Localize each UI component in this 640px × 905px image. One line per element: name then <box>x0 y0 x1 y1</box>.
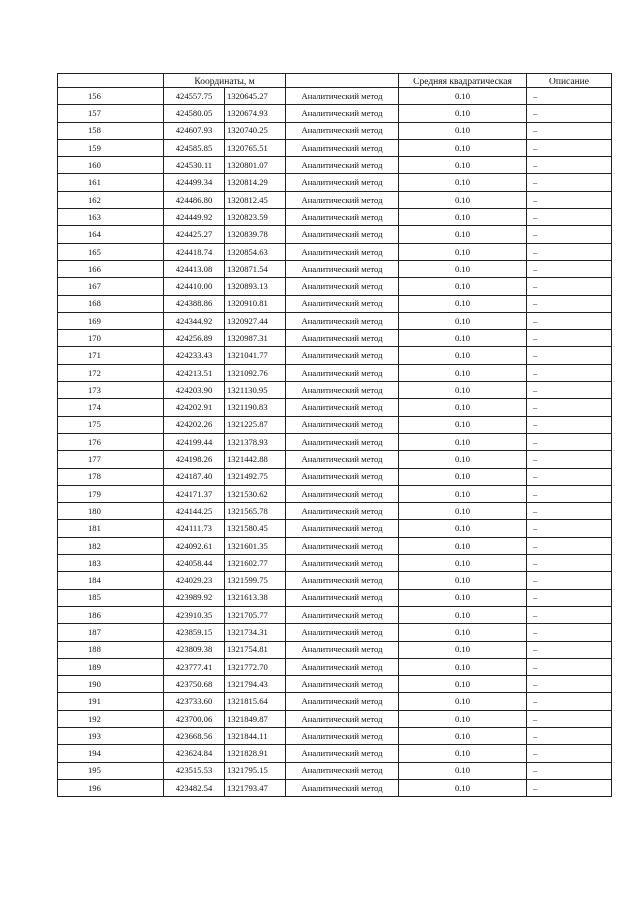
coord-y-cell: 1321225.87 <box>225 416 286 433</box>
mean-error-cell: 0.10 <box>399 312 527 329</box>
coord-x-cell: 423859.15 <box>164 624 225 641</box>
method-cell: Аналитический метод <box>286 157 399 174</box>
description-cell: – <box>527 693 612 710</box>
table-row <box>58 745 612 762</box>
coord-x-cell: 424388.86 <box>164 295 225 312</box>
description-cell: – <box>527 139 612 156</box>
coord-y-cell: 1321772.70 <box>225 658 286 675</box>
point-number-cell: 171 <box>58 347 164 364</box>
description-cell: – <box>527 485 612 502</box>
mean-error-cell: 0.10 <box>399 243 527 260</box>
coord-y-cell: 1320854.63 <box>225 243 286 260</box>
coordinates-table-body <box>58 74 612 797</box>
coord-x-cell: 424499.34 <box>164 174 225 191</box>
table-row <box>58 693 612 710</box>
coord-x-cell: 423668.56 <box>164 727 225 744</box>
mean-error-cell: 0.10 <box>399 503 527 520</box>
coord-x-cell: 423989.92 <box>164 589 225 606</box>
description-cell: – <box>527 537 612 554</box>
point-number-cell: 159 <box>58 139 164 156</box>
description-cell: – <box>527 209 612 226</box>
point-number-cell: 156 <box>58 88 164 105</box>
method-cell: Аналитический метод <box>286 347 399 364</box>
point-number-cell: 185 <box>58 589 164 606</box>
mean-error-cell: 0.10 <box>399 779 527 796</box>
mean-error-cell: 0.10 <box>399 330 527 347</box>
table-row <box>58 555 612 572</box>
header-number-cell <box>58 74 164 88</box>
coord-x-cell: 424144.25 <box>164 503 225 520</box>
coord-x-cell: 423777.41 <box>164 658 225 675</box>
header-method-cell <box>286 74 399 88</box>
method-cell: Аналитический метод <box>286 641 399 658</box>
coord-x-cell: 424199.44 <box>164 433 225 450</box>
mean-error-cell: 0.10 <box>399 139 527 156</box>
mean-error-cell: 0.10 <box>399 399 527 416</box>
description-cell: – <box>527 416 612 433</box>
method-cell: Аналитический метод <box>286 312 399 329</box>
mean-error-cell: 0.10 <box>399 572 527 589</box>
description-cell: – <box>527 226 612 243</box>
table-row <box>58 330 612 347</box>
coord-y-cell: 1320765.51 <box>225 139 286 156</box>
description-cell: – <box>527 157 612 174</box>
point-number-cell: 187 <box>58 624 164 641</box>
table-row <box>58 174 612 191</box>
table-row <box>58 589 612 606</box>
coord-y-cell: 1320645.27 <box>225 88 286 105</box>
description-cell: – <box>527 727 612 744</box>
table-row <box>58 451 612 468</box>
description-cell: – <box>527 555 612 572</box>
description-cell: – <box>527 399 612 416</box>
table-row <box>58 641 612 658</box>
point-number-cell: 162 <box>58 191 164 208</box>
mean-error-cell: 0.10 <box>399 416 527 433</box>
mean-error-cell: 0.10 <box>399 347 527 364</box>
description-cell: – <box>527 312 612 329</box>
coord-x-cell: 424202.26 <box>164 416 225 433</box>
table-row <box>58 676 612 693</box>
table-header-row <box>58 74 612 88</box>
description-cell: – <box>527 243 612 260</box>
coord-y-cell: 1320740.25 <box>225 122 286 139</box>
method-cell: Аналитический метод <box>286 105 399 122</box>
method-cell: Аналитический метод <box>286 537 399 554</box>
mean-error-cell: 0.10 <box>399 157 527 174</box>
mean-error-cell: 0.10 <box>399 209 527 226</box>
method-cell: Аналитический метод <box>286 762 399 779</box>
mean-error-cell: 0.10 <box>399 555 527 572</box>
method-cell: Аналитический метод <box>286 606 399 623</box>
table-row <box>58 88 612 105</box>
table-row <box>58 416 612 433</box>
coord-y-cell: 1320839.78 <box>225 226 286 243</box>
coord-y-cell: 1321602.77 <box>225 555 286 572</box>
method-cell: Аналитический метод <box>286 139 399 156</box>
point-number-cell: 184 <box>58 572 164 589</box>
coord-y-cell: 1321795.15 <box>225 762 286 779</box>
point-number-cell: 182 <box>58 537 164 554</box>
description-cell: – <box>527 520 612 537</box>
mean-error-cell: 0.10 <box>399 658 527 675</box>
description-cell: – <box>527 451 612 468</box>
coord-x-cell: 424413.08 <box>164 260 225 277</box>
mean-error-cell: 0.10 <box>399 606 527 623</box>
table-row <box>58 278 612 295</box>
description-cell: – <box>527 347 612 364</box>
mean-error-cell: 0.10 <box>399 468 527 485</box>
description-cell: – <box>527 174 612 191</box>
method-cell: Аналитический метод <box>286 243 399 260</box>
description-cell: – <box>527 503 612 520</box>
header-description-label: Описание <box>549 78 589 87</box>
table-row <box>58 243 612 260</box>
description-cell: – <box>527 468 612 485</box>
coord-x-cell: 423910.35 <box>164 606 225 623</box>
description-cell: – <box>527 88 612 105</box>
coord-y-cell: 1321378.93 <box>225 433 286 450</box>
description-cell: – <box>527 710 612 727</box>
point-number-cell: 174 <box>58 399 164 416</box>
table-row <box>58 520 612 537</box>
coord-y-cell: 1321794.43 <box>225 676 286 693</box>
point-number-cell: 179 <box>58 485 164 502</box>
table-row <box>58 779 612 796</box>
method-cell: Аналитический метод <box>286 295 399 312</box>
coord-x-cell: 424425.27 <box>164 226 225 243</box>
coord-x-cell: 424344.92 <box>164 312 225 329</box>
table-row <box>58 433 612 450</box>
coord-y-cell: 1321815.64 <box>225 693 286 710</box>
table-row <box>58 468 612 485</box>
table-row <box>58 382 612 399</box>
method-cell: Аналитический метод <box>286 624 399 641</box>
mean-error-cell: 0.10 <box>399 191 527 208</box>
method-cell: Аналитический метод <box>286 710 399 727</box>
coord-x-cell: 424111.73 <box>164 520 225 537</box>
mean-error-cell: 0.10 <box>399 520 527 537</box>
method-cell: Аналитический метод <box>286 451 399 468</box>
table-row <box>58 191 612 208</box>
coord-x-cell: 424233.43 <box>164 347 225 364</box>
mean-error-cell: 0.10 <box>399 762 527 779</box>
table-row <box>58 710 612 727</box>
method-cell: Аналитический метод <box>286 779 399 796</box>
coord-y-cell: 1320893.13 <box>225 278 286 295</box>
method-cell: Аналитический метод <box>286 416 399 433</box>
coord-x-cell: 424029.23 <box>164 572 225 589</box>
description-cell: – <box>527 641 612 658</box>
point-number-cell: 194 <box>58 745 164 762</box>
coord-y-cell: 1321130.95 <box>225 382 286 399</box>
coord-x-cell: 424410.00 <box>164 278 225 295</box>
coord-y-cell: 1321565.78 <box>225 503 286 520</box>
coord-y-cell: 1321092.76 <box>225 364 286 381</box>
mean-error-cell: 0.10 <box>399 451 527 468</box>
method-cell: Аналитический метод <box>286 468 399 485</box>
mean-error-cell: 0.10 <box>399 105 527 122</box>
point-number-cell: 164 <box>58 226 164 243</box>
coord-y-cell: 1321705.77 <box>225 606 286 623</box>
coord-x-cell: 423624.84 <box>164 745 225 762</box>
header-error-cell <box>399 74 527 88</box>
point-number-cell: 170 <box>58 330 164 347</box>
description-cell: – <box>527 589 612 606</box>
table-row <box>58 762 612 779</box>
table-row <box>58 260 612 277</box>
coord-x-cell: 424198.26 <box>164 451 225 468</box>
table-row <box>58 624 612 641</box>
method-cell: Аналитический метод <box>286 88 399 105</box>
point-number-cell: 163 <box>58 209 164 226</box>
mean-error-cell: 0.10 <box>399 433 527 450</box>
coord-y-cell: 1320823.59 <box>225 209 286 226</box>
mean-error-cell: 0.10 <box>399 364 527 381</box>
coord-y-cell: 1321442.88 <box>225 451 286 468</box>
mean-error-cell: 0.10 <box>399 745 527 762</box>
point-number-cell: 193 <box>58 727 164 744</box>
coord-x-cell: 424213.51 <box>164 364 225 381</box>
coord-x-cell: 424449.92 <box>164 209 225 226</box>
coord-x-cell: 423515.53 <box>164 762 225 779</box>
method-cell: Аналитический метод <box>286 433 399 450</box>
table-row <box>58 157 612 174</box>
coord-x-cell: 424418.74 <box>164 243 225 260</box>
table-row <box>58 572 612 589</box>
method-cell: Аналитический метод <box>286 174 399 191</box>
description-cell: – <box>527 572 612 589</box>
description-cell: – <box>527 779 612 796</box>
coord-y-cell: 1320674.93 <box>225 105 286 122</box>
point-number-cell: 196 <box>58 779 164 796</box>
coord-y-cell: 1321849.87 <box>225 710 286 727</box>
mean-error-cell: 0.10 <box>399 537 527 554</box>
table-row <box>58 503 612 520</box>
coord-y-cell: 1320910.81 <box>225 295 286 312</box>
mean-error-cell: 0.10 <box>399 589 527 606</box>
coord-y-cell: 1321754.81 <box>225 641 286 658</box>
method-cell: Аналитический метод <box>286 260 399 277</box>
coord-x-cell: 424607.93 <box>164 122 225 139</box>
point-number-cell: 157 <box>58 105 164 122</box>
point-number-cell: 161 <box>58 174 164 191</box>
method-cell: Аналитический метод <box>286 364 399 381</box>
description-cell: – <box>527 260 612 277</box>
table-row <box>58 364 612 381</box>
coord-y-cell: 1321734.31 <box>225 624 286 641</box>
method-cell: Аналитический метод <box>286 191 399 208</box>
method-cell: Аналитический метод <box>286 658 399 675</box>
description-cell: – <box>527 745 612 762</box>
table-row <box>58 537 612 554</box>
point-number-cell: 160 <box>58 157 164 174</box>
point-number-cell: 166 <box>58 260 164 277</box>
coord-y-cell: 1321601.35 <box>225 537 286 554</box>
coord-x-cell: 424580.05 <box>164 105 225 122</box>
point-number-cell: 175 <box>58 416 164 433</box>
method-cell: Аналитический метод <box>286 693 399 710</box>
point-number-cell: 173 <box>58 382 164 399</box>
point-number-cell: 191 <box>58 693 164 710</box>
coord-y-cell: 1321599.75 <box>225 572 286 589</box>
method-cell: Аналитический метод <box>286 572 399 589</box>
coord-y-cell: 1321844.11 <box>225 727 286 744</box>
coord-x-cell: 423733.60 <box>164 693 225 710</box>
point-number-cell: 183 <box>58 555 164 572</box>
table-row <box>58 139 612 156</box>
table-row <box>58 105 612 122</box>
coord-y-cell: 1321041.77 <box>225 347 286 364</box>
description-cell: – <box>527 382 612 399</box>
coord-x-cell: 423809.38 <box>164 641 225 658</box>
header-description-cell <box>527 74 612 88</box>
point-number-cell: 192 <box>58 710 164 727</box>
point-number-cell: 167 <box>58 278 164 295</box>
method-cell: Аналитический метод <box>286 278 399 295</box>
mean-error-cell: 0.10 <box>399 641 527 658</box>
description-cell: – <box>527 191 612 208</box>
coord-x-cell: 424530.11 <box>164 157 225 174</box>
method-cell: Аналитический метод <box>286 330 399 347</box>
coord-y-cell: 1321492.75 <box>225 468 286 485</box>
coord-x-cell: 424486.80 <box>164 191 225 208</box>
point-number-cell: 168 <box>58 295 164 312</box>
point-number-cell: 158 <box>58 122 164 139</box>
point-number-cell: 181 <box>58 520 164 537</box>
mean-error-cell: 0.10 <box>399 693 527 710</box>
header-coordinates-label: Координаты, м <box>164 74 286 88</box>
point-number-cell: 178 <box>58 468 164 485</box>
method-cell: Аналитический метод <box>286 676 399 693</box>
description-cell: – <box>527 658 612 675</box>
table-row <box>58 658 612 675</box>
description-cell: – <box>527 624 612 641</box>
table-row <box>58 399 612 416</box>
coord-x-cell: 424557.75 <box>164 88 225 105</box>
point-number-cell: 177 <box>58 451 164 468</box>
coord-y-cell: 1320927.44 <box>225 312 286 329</box>
table-row <box>58 485 612 502</box>
point-number-cell: 189 <box>58 658 164 675</box>
mean-error-cell: 0.10 <box>399 278 527 295</box>
point-number-cell: 186 <box>58 606 164 623</box>
coord-x-cell: 423482.54 <box>164 779 225 796</box>
coord-x-cell: 424058.44 <box>164 555 225 572</box>
coord-y-cell: 1320801.07 <box>225 157 286 174</box>
method-cell: Аналитический метод <box>286 503 399 520</box>
point-number-cell: 169 <box>58 312 164 329</box>
coord-y-cell: 1321793.47 <box>225 779 286 796</box>
coordinates-table <box>57 73 612 797</box>
coord-y-cell: 1321828.91 <box>225 745 286 762</box>
coord-x-cell: 424203.90 <box>164 382 225 399</box>
method-cell: Аналитический метод <box>286 520 399 537</box>
description-cell: – <box>527 676 612 693</box>
table-row <box>58 295 612 312</box>
mean-error-cell: 0.10 <box>399 122 527 139</box>
mean-error-cell: 0.10 <box>399 88 527 105</box>
method-cell: Аналитический метод <box>286 399 399 416</box>
mean-error-cell: 0.10 <box>399 485 527 502</box>
mean-error-cell: 0.10 <box>399 624 527 641</box>
table-row <box>58 312 612 329</box>
table-row <box>58 122 612 139</box>
coord-y-cell: 1321613.38 <box>225 589 286 606</box>
method-cell: Аналитический метод <box>286 209 399 226</box>
method-cell: Аналитический метод <box>286 122 399 139</box>
table-row <box>58 347 612 364</box>
point-number-cell: 190 <box>58 676 164 693</box>
description-cell: – <box>527 364 612 381</box>
point-number-cell: 195 <box>58 762 164 779</box>
description-cell: – <box>527 433 612 450</box>
description-cell: – <box>527 330 612 347</box>
mean-error-cell: 0.10 <box>399 382 527 399</box>
coord-y-cell: 1320871.54 <box>225 260 286 277</box>
method-cell: Аналитический метод <box>286 727 399 744</box>
method-cell: Аналитический метод <box>286 382 399 399</box>
header-error-label: Средняя квадратическая <box>413 78 512 87</box>
point-number-cell: 180 <box>58 503 164 520</box>
coord-y-cell: 1320812.45 <box>225 191 286 208</box>
coord-x-cell: 424171.37 <box>164 485 225 502</box>
coord-x-cell: 424187.40 <box>164 468 225 485</box>
description-cell: – <box>527 105 612 122</box>
description-cell: – <box>527 278 612 295</box>
mean-error-cell: 0.10 <box>399 260 527 277</box>
point-number-cell: 165 <box>58 243 164 260</box>
description-cell: – <box>527 762 612 779</box>
method-cell: Аналитический метод <box>286 589 399 606</box>
point-number-cell: 188 <box>58 641 164 658</box>
coord-x-cell: 423700.06 <box>164 710 225 727</box>
table-row <box>58 606 612 623</box>
mean-error-cell: 0.10 <box>399 727 527 744</box>
mean-error-cell: 0.10 <box>399 174 527 191</box>
point-number-cell: 176 <box>58 433 164 450</box>
coord-y-cell: 1320987.31 <box>225 330 286 347</box>
coord-y-cell: 1321580.45 <box>225 520 286 537</box>
table-row <box>58 209 612 226</box>
table-row <box>58 727 612 744</box>
table-row <box>58 226 612 243</box>
mean-error-cell: 0.10 <box>399 226 527 243</box>
coord-y-cell: 1321530.62 <box>225 485 286 502</box>
method-cell: Аналитический метод <box>286 745 399 762</box>
mean-error-cell: 0.10 <box>399 295 527 312</box>
mean-error-cell: 0.10 <box>399 676 527 693</box>
coord-x-cell: 424585.85 <box>164 139 225 156</box>
method-cell: Аналитический метод <box>286 485 399 502</box>
coord-x-cell: 423750.68 <box>164 676 225 693</box>
coord-x-cell: 424256.89 <box>164 330 225 347</box>
description-cell: – <box>527 122 612 139</box>
method-cell: Аналитический метод <box>286 226 399 243</box>
description-cell: – <box>527 295 612 312</box>
method-cell: Аналитический метод <box>286 555 399 572</box>
point-number-cell: 172 <box>58 364 164 381</box>
coord-y-cell: 1320814.29 <box>225 174 286 191</box>
coord-x-cell: 424202.91 <box>164 399 225 416</box>
description-cell: – <box>527 606 612 623</box>
mean-error-cell: 0.10 <box>399 710 527 727</box>
coord-y-cell: 1321190.83 <box>225 399 286 416</box>
coord-x-cell: 424092.61 <box>164 537 225 554</box>
